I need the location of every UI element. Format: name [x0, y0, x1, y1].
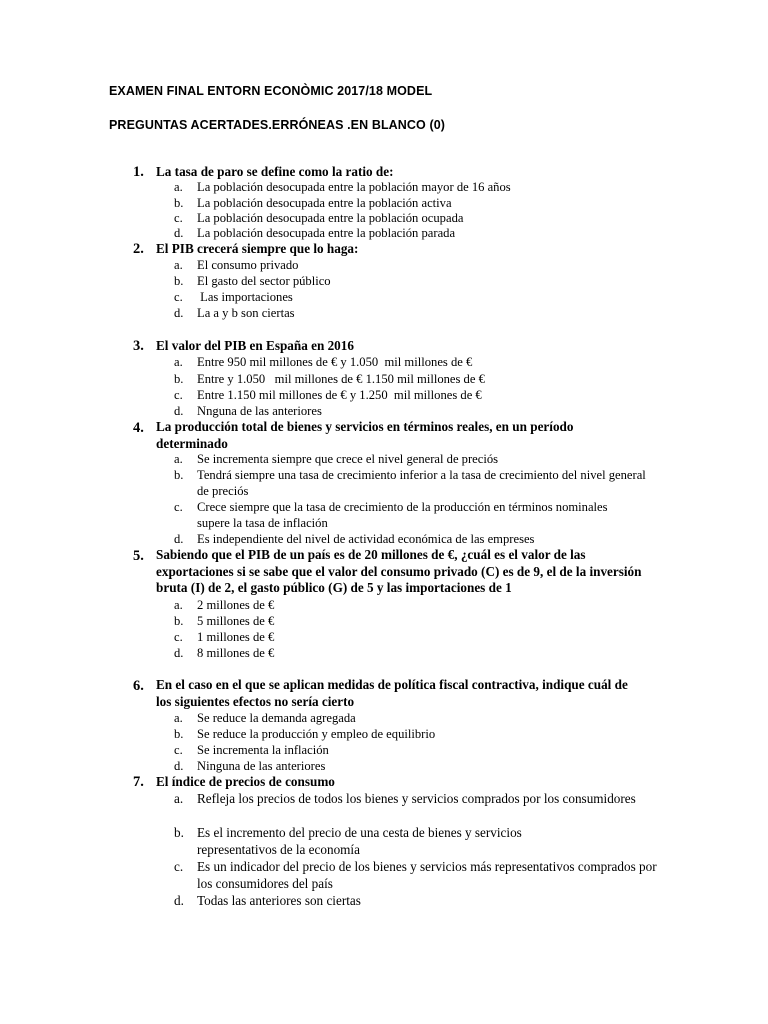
question-number: 4.: [133, 420, 144, 436]
exam-title: EXAMEN FINAL ENTORN ECONÒMIC 2017/18 MODEL: [109, 84, 433, 98]
option-text: Crece siempre que la tasa de crecimiento de la producción en términos nominales supere la tasa de inflación: [197, 500, 608, 530]
question-text: El PIB crecerá siempre que lo haga:: [156, 241, 359, 256]
option-text: La a y b son ciertas: [197, 306, 295, 320]
option-text: Entre 950 mil millones de € y 1.050 mil millones de €: [197, 355, 473, 369]
option-text: Entre y 1.050 mil millones de € 1.150 mil millones de €: [197, 372, 485, 386]
option-letter: c.: [174, 743, 183, 757]
option-text: Se incrementa la inflación: [197, 743, 329, 757]
option-text: La población desocupada entre la población ocupada: [197, 211, 464, 225]
option-text: Todas las anteriores son ciertas: [197, 893, 361, 908]
option-text: Se incrementa siempre que crece el nivel general de preciós: [197, 452, 499, 466]
option-letter: b.: [174, 196, 184, 210]
option-text: 8 millones de €: [197, 646, 275, 660]
option-letter: c.: [174, 500, 183, 514]
option-letter: d.: [174, 306, 184, 320]
option-text: El consumo privado: [197, 258, 299, 272]
option-text: Refleja los precios de todos los bienes y servicios comprados por los consumidores: [197, 791, 636, 806]
option-text: La población desocupada entre la población parada: [197, 226, 456, 240]
option-text: Es un indicador del precio de los bienes y servicios más representativos comprados por los consumidores del país: [197, 859, 657, 891]
option-text: Es el incremento del precio de una cesta de bienes y servicios representativos de la economía: [197, 825, 522, 857]
exam-subtitle: PREGUNTAS ACERTADES.ERRÓNEAS .EN BLANCO (0): [109, 118, 446, 132]
option-text: Se reduce la demanda agregada: [197, 711, 356, 725]
option-letter: a.: [174, 598, 183, 612]
option-text: Nnguna de las anteriores: [197, 404, 322, 418]
option-letter: c.: [174, 859, 184, 874]
option-letter: a.: [174, 258, 183, 272]
option-letter: c.: [174, 630, 183, 644]
option-letter: b.: [174, 274, 184, 288]
question-number: 7.: [133, 774, 144, 790]
option-letter: d.: [174, 759, 184, 773]
option-text: 1 millones de €: [197, 630, 275, 644]
option-text: Las importaciones: [197, 290, 293, 304]
question-number: 6.: [133, 678, 144, 694]
option-text: Ninguna de las anteriores: [197, 759, 326, 773]
question-number: 3.: [133, 338, 144, 354]
option-text: 5 millones de €: [197, 614, 275, 628]
question-text: Sabiendo que el PIB de un país es de 20 millones de €, ¿cuál es el valor de las exportaciones si se sabe que el valor del consumo privado (C) es de 9, el de la inversión bruta (I) de 2, el gasto público (G) de 5 y las importaciones de 1: [156, 547, 642, 595]
option-text: Se reduce la producción y empleo de equilibrio: [197, 727, 436, 741]
question-text: El valor del PIB en España en 2016: [156, 338, 354, 353]
option-letter: d.: [174, 226, 184, 240]
option-letter: c.: [174, 388, 183, 402]
question-number: 1.: [133, 164, 144, 180]
option-letter: c.: [174, 290, 183, 304]
option-letter: b.: [174, 468, 184, 482]
option-letter: d.: [174, 893, 184, 908]
option-text: 2 millones de €: [197, 598, 275, 612]
option-text: La población desocupada entre la población activa: [197, 196, 452, 210]
option-text: Tendrá siempre una tasa de crecimiento inferior a la tasa de crecimiento del nivel general de preciós: [197, 468, 646, 498]
option-letter: c.: [174, 211, 183, 225]
question-text: En el caso en el que se aplican medidas de política fiscal contractiva, indique cuál de los siguientes efectos no sería cierto: [156, 677, 628, 709]
option-letter: a.: [174, 791, 184, 806]
option-letter: b.: [174, 614, 184, 628]
option-letter: a.: [174, 711, 183, 725]
question-text: La tasa de paro se define como la ratio de:: [156, 164, 394, 179]
option-text: La población desocupada entre la población mayor de 16 años: [197, 180, 511, 194]
option-letter: a.: [174, 452, 183, 466]
option-letter: b.: [174, 372, 184, 386]
option-letter: d.: [174, 532, 184, 546]
option-letter: a.: [174, 355, 183, 369]
option-letter: b.: [174, 825, 184, 840]
question-text: El índice de precios de consumo: [156, 774, 335, 789]
option-letter: d.: [174, 404, 184, 418]
option-text: El gasto del sector público: [197, 274, 331, 288]
option-text: Entre 1.150 mil millones de € y 1.250 mil millones de €: [197, 388, 482, 402]
question-number: 2.: [133, 241, 144, 257]
question-number: 5.: [133, 548, 144, 564]
option-letter: b.: [174, 727, 184, 741]
option-letter: d.: [174, 646, 184, 660]
option-text: Es independiente del nivel de actividad económica de las empreses: [197, 532, 535, 546]
question-text: La producción total de bienes y servicios en términos reales, en un período determinado: [156, 419, 574, 451]
option-letter: a.: [174, 180, 183, 194]
